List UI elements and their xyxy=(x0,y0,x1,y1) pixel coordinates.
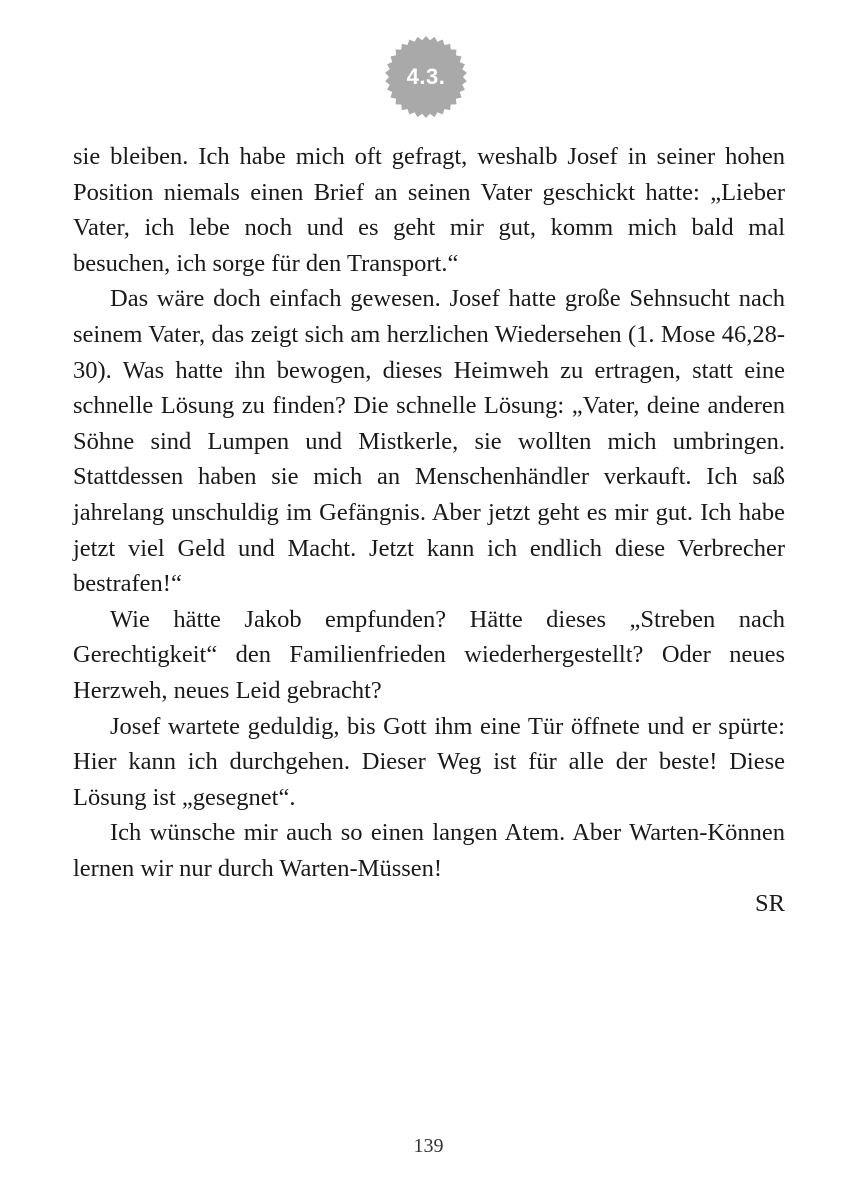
paragraph: Josef wartete geduldig, bis Gott ihm eine Tür öffnete und er spürte: Hier kann ich durchgehen. Dieser Weg ist für alle der beste! Diese Lösung ist „gesegnet“. xyxy=(73,712,785,811)
page-number: 139 xyxy=(413,1135,444,1157)
section-badge xyxy=(384,35,468,119)
body-text xyxy=(73,139,785,922)
paragraph: sie bleiben. Ich habe mich oft gefragt, weshalb Josef in seiner hohen Position niemals einen Brief an seinen Vater geschickt hatte: „Lieber Vater, ich lebe noch und es geht mir gut, komm mich bald mal besuchen, ich sorge für den Transport.“ xyxy=(73,143,785,277)
paragraph: Wie hätte Jakob empfunden? Hätte dieses „Streben nach Gerechtigkeit“ den Familienfrieden wiederhergestellt? Oder neues Herzweh, neues Leid gebracht? xyxy=(73,605,785,704)
section-number: 4.3. xyxy=(406,64,446,89)
paragraph: Das wäre doch einfach gewesen. Josef hatte große Sehnsucht nach seinem Vater, das zeigt sich am herzlichen Wiedersehen (1. Mose 46,28-30). Was hatte ihn bewogen, dieses Heimweh zu ertragen, statt eine schnelle Lösung zu finden? Die schnelle Lösung: „Vater, deine anderen Söhne sind Lumpen und Mistkerle, sie wollten mich umbringen. Stattdessen haben sie mich an Menschenhändler verkauft. Ich saß jahrelang unschuldig im Gefängnis. Aber jetzt geht es mir gut. Ich habe jetzt viel Geld und Macht. Jetzt kann ich endlich diese Verbrecher bestrafen!“ xyxy=(73,285,785,598)
author-signature: SR xyxy=(755,890,785,918)
paragraph: Ich wünsche mir auch so einen langen Atem. Aber Warten-Können lernen wir nur durch Warten-Müssen! xyxy=(73,819,785,882)
